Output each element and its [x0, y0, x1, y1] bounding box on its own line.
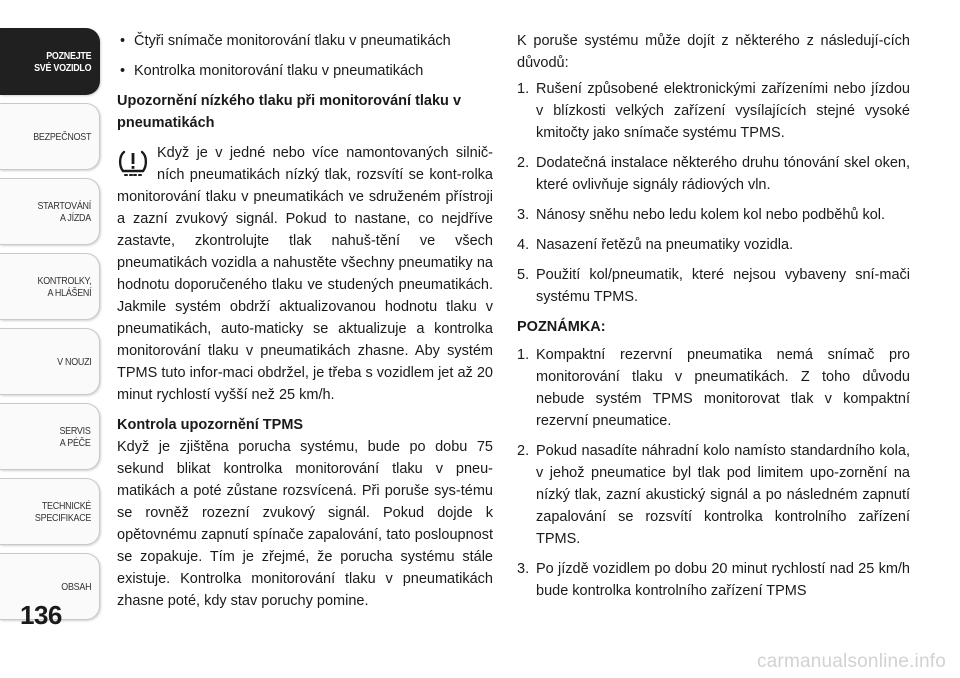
tab-poznejte-sve-vozidlo[interactable] — [0, 28, 100, 95]
tab-label: BEZPEČNOST — [33, 130, 91, 143]
tab-label: POZNEJTE SVÉ VOZIDLO — [33, 49, 91, 74]
watermark: carmanualsonline.info — [756, 651, 946, 672]
list-item: 3. Po jízdě vozidlem po dobu 20 minut rychlostí nad 25 km/h bude kontrolka kontrolního zařízení TPMS — [517, 561, 910, 599]
list-item: • Kontrolka monitorování tlaku v pneumatikách — [117, 60, 493, 82]
right-column — [517, 30, 910, 610]
list-item: 2. Dodatečná instalace některého druhu tónování skel oken, které ovlivňuje signály rádiových vln. — [517, 155, 910, 193]
tab-label: SERVIS A PÉČE — [59, 424, 91, 449]
list-item: 1. Rušení způsobené elektronickými zařízeními nebo jízdou v blízkosti velkých zařízení vysílajících stejné vysoké kmitočty jako snímače systému TPMS. — [517, 81, 910, 141]
page-number: 136 — [20, 600, 62, 630]
warning-paragraph — [117, 142, 493, 406]
tab-kontrolky-a-hlaseni[interactable] — [0, 253, 100, 320]
tab-servis-a-pece[interactable] — [0, 403, 100, 470]
tab-label: STARTOVÁNÍ A JÍZDA — [37, 199, 91, 224]
list-item: • Čtyři snímače monitorování tlaku v pneumatikách — [117, 30, 493, 52]
bullet-list — [117, 30, 493, 82]
tab-label: TECHNICKÉ SPECIFIKACE — [34, 499, 91, 524]
list-item: 3. Nánosy sněhu nebo ledu kolem kol nebo podběhů kol. — [517, 207, 886, 223]
notes-list — [517, 344, 910, 602]
tab-bezpecnost[interactable] — [0, 103, 100, 170]
tab-startovani-a-jizda[interactable] — [0, 178, 100, 245]
section-heading: Upozornění nízkého tlaku při monitorování tlaku v pneumatikách — [117, 93, 462, 131]
tab-label: V NOUZI — [56, 355, 91, 368]
section-heading: Kontrola upozornění TPMS — [117, 417, 304, 433]
causes-list — [517, 78, 910, 308]
tab-label: OBSAH — [61, 580, 91, 593]
list-item: 5. Použití kol/pneumatik, které nejsou vybaveny sní-mači systému TPMS. — [517, 267, 910, 305]
tab-v-nouzi[interactable] — [0, 328, 100, 395]
list-item: 2. Pokud nasadíte náhradní kolo namísto standardního kola, v jehož pneumatice byl tlak pod limitem upo-zornění na nízký tlak, zazní akustický signál a po následném zapnutí zapalování se rozsvítí kontrolka kontrolního zařízení TPMS. — [517, 443, 910, 547]
warning-text: Když je v jedné nebo více namontovaných silnič-ních pneumatikách nízký tlak, rozsvítí se kont-rolka monitorování tlaku v pneumatikách ve sdruženém přístroji a zazní zvukový signál. Pokud to nastane, co nejdříve zastavte, zkontrolujte tlak nahuš-tění ve všech pneumatikách vozidla a nahustěte všechny pneumatiky na hodnotu doporučeného tlaku ve studených pneumatikách. Jakmile systém obdrží aktualizovanou hodnotu tlaku v pneumatikách, auto-maticky se aktualizuje a kontrolka monitorování tlaku v pneumatikách zhasne. Aby systém TPMS tuto infor-maci obdržel, je třeba s vozidlem jet až 20 minut rychlostí vyšší než 25 km/h. — [117, 145, 493, 403]
left-column — [117, 30, 493, 612]
note-heading: POZNÁMKA: — [517, 319, 606, 335]
tab-label: KONTROLKY, A HLÁŠENÍ — [37, 274, 91, 299]
tire-pressure-warning-icon — [117, 146, 149, 178]
intro-paragraph: K poruše systému může dojít z některého z následují-cích důvodů: — [517, 33, 910, 71]
tab-technicke-specifikace[interactable] — [0, 478, 100, 545]
list-item: 1. Kompaktní rezervní pneumatika nemá snímač pro monitorování tlaku v pneumatikách. Z toho důvodu nebude systém TPMS monitorovat tlak v kompaktní rezervní pneumatice. — [517, 347, 910, 429]
body-paragraph: Když je zjištěna porucha systému, bude po dobu 75 sekund blikat kontrolka monitorování tlaku v pneu-matikách a poté zůstane rozsvícená. Při poruše sys-tému se rovněž rozezní zvukový signál. Pokud dojde k opětovnému zapnutí spínače zapalování, tato posloupnost se zopakuje. Tím je zřejmé, že porucha systému stále existuje. Kontrolka monitorování tlaku v pneumatikách zhasne poté, kdy stav poruchy pomine. — [117, 439, 493, 609]
section-tabs — [0, 28, 100, 628]
list-item: 4. Nasazení řetězů na pneumatiky vozidla. — [517, 237, 794, 253]
